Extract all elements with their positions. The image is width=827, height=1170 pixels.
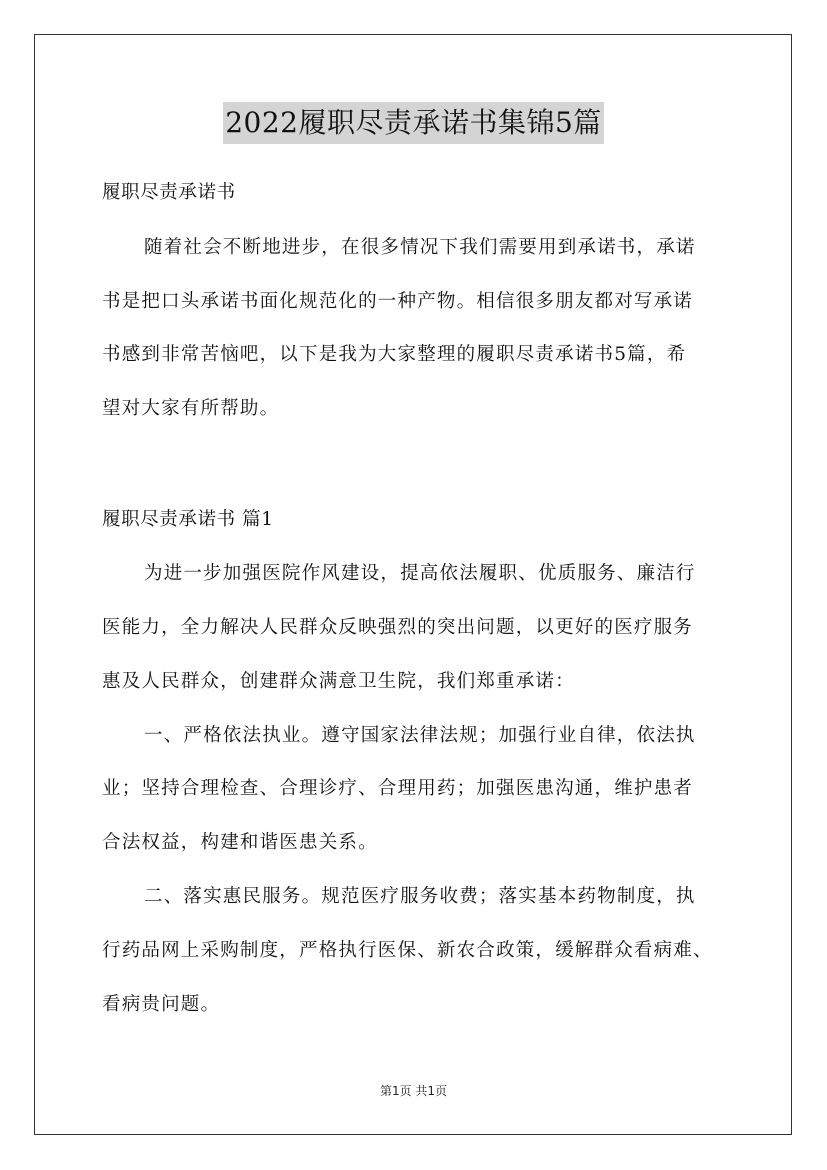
intro-paragraph-line-3: 书感到非常苦恼吧，以下是我为大家整理的履职尽责承诺书5篇，希: [102, 344, 687, 365]
section-heading-part-1: 履职尽责承诺书 篇1: [102, 509, 274, 530]
item-two-line-3: 看病贵问题。: [102, 994, 221, 1015]
item-one-line-2: 业；坚持合理检查、合理诊疗、合理用药；加强医患沟通，维护患者: [102, 778, 694, 799]
page-number-footer: 第1页 共1页: [379, 1084, 448, 1098]
item-one-line-1: 一、严格依法执业。遵守国家法律法规；加强行业自律，依法执: [144, 725, 696, 746]
intro-paragraph-line-2: 书是把口头承诺书面化规范化的一种产物。相信很多朋友都对写承诺: [102, 291, 694, 312]
item-two-line-2: 行药品网上采购制度，严格执行医保、新农合政策，缓解群众看病难、: [102, 940, 713, 961]
intro-paragraph-line-1: 随着社会不断地进步，在很多情况下我们需要用到承诺书，承诺: [144, 237, 696, 258]
pledge-paragraph-line-3: 惠及人民群众，创建群众满意卫生院，我们郑重承诺：: [102, 671, 575, 692]
title-container: [0, 102, 827, 144]
pledge-paragraph-line-2: 医能力，全力解决人民群众反映强烈的突出问题，以更好的医疗服务: [102, 617, 694, 638]
intro-paragraph-line-4: 望对大家有所帮助。: [102, 398, 280, 419]
item-one-line-3: 合法权益，构建和谐医患关系。: [102, 832, 378, 853]
section-heading-intro: 履职尽责承诺书: [102, 182, 236, 203]
item-two-line-1: 二、落实惠民服务。规范医疗服务收费；落实基本药物制度，执: [144, 886, 696, 907]
pledge-paragraph-line-1: 为进一步加强医院作风建设，提高依法履职、优质服务、廉洁行: [144, 563, 696, 584]
document-title: 2022履职尽责承诺书集锦5篇: [223, 102, 604, 144]
